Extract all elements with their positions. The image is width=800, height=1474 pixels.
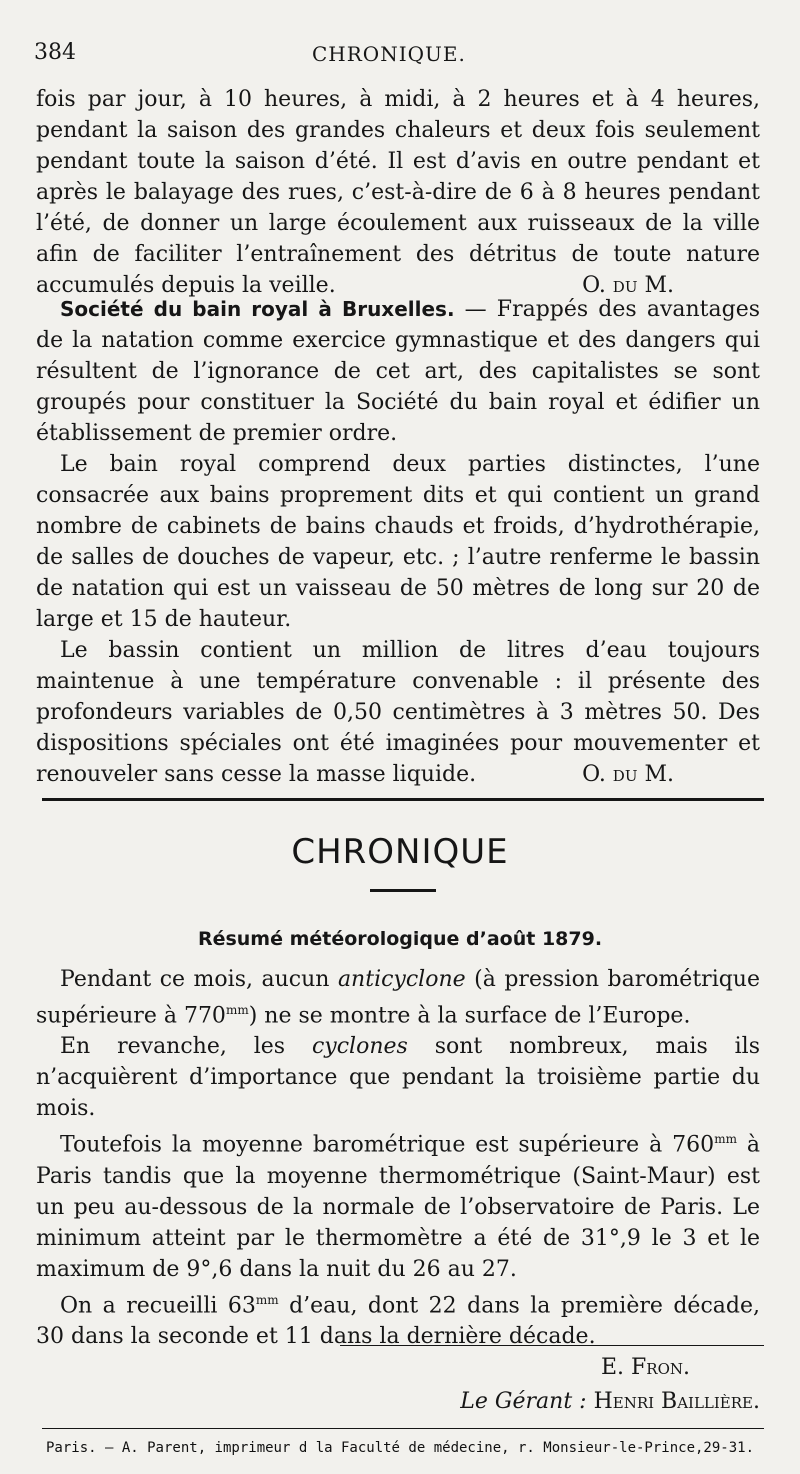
bain-royal-article — [36, 294, 760, 790]
printer-imprint: Paris. — A. Parent, imprimeur d la Faculté de médecine, r. Monsieur-le-Prince,29-31. — [45, 1440, 754, 1456]
chronique-p2-italic: cyclones — [311, 1034, 408, 1060]
chronique-p2-text-a: En revanche, les — [60, 1034, 312, 1060]
chronique-signature: E. Fron. — [600, 1354, 690, 1380]
chronique-paragraph-3 — [36, 1124, 760, 1284]
bain-royal-paragraph-2: Le bain royal comprend deux parties distinctes, l’une consacrée aux bains proprement dits et qui contient un grand nombre de cabinets de bains chauds et froids, d’hydrothérapie, de salles de douches de vapeur, etc. ; l’autre renferme le bassin de natation qui est un vaisseau de 50 mètres de long sur 20 de large et 15 de hauteur. — [36, 452, 760, 632]
continuation-block — [36, 84, 760, 301]
section-divider — [42, 798, 764, 801]
chronique-p4-text-b: d’eau, dont 22 dans la première décade, 30 dans la seconde et 11 dans la dernière décade. — [36, 1292, 760, 1349]
gerant-label: Le Gérant : — [460, 1389, 587, 1414]
bain-royal-heading: Société du bain royal à Bruxelles. — [60, 297, 455, 321]
bain-royal-signature: O. du M. — [582, 762, 674, 787]
resume-title: Résumé météorologique d’août 1879. — [197, 928, 603, 950]
chronique-paragraph-4 — [36, 1285, 760, 1352]
gerant-divider — [340, 1345, 764, 1346]
chronique-p3-text-b: à Paris tandis que la moyenne thermométrique (Saint-Maur) est un peu au-dessous de la normale de l’observatoire de Paris. Le minimum atteint par le thermomètre a été de 31°,9 le 3 et le maximum de 9°,6 dans la nuit du 26 au 27. — [36, 1132, 761, 1282]
chronique-p1-text-a: Pendant ce mois, aucun — [60, 967, 338, 992]
bain-royal-p1-text: — Frappés des avantages de la natation comme exercice gymnastique et des dangers qui résultent de l’ignorance de cet art, des capitalistes se sont groupés pour constituer la Société du bain royal et édifier un établissement de premier ordre. — [36, 297, 761, 446]
section-title: CHRONIQUE — [291, 832, 509, 872]
chronique-article — [36, 964, 760, 1383]
gerant-name: Henri Baillière. — [593, 1389, 760, 1414]
page-number: 384 — [34, 40, 76, 65]
chronique-p1-text-c: ) ne se montre à la surface de l’Europe. — [248, 1003, 691, 1029]
continuation-signature: O. du M. — [582, 273, 674, 298]
chronique-p3-text-a: Toutefois la moyenne barométrique est supérieure à 760 — [60, 1132, 715, 1158]
chronique-p1-text-b: (à pression barométrique supérieure à 770 — [36, 967, 760, 1029]
continuation-paragraph: fois par jour, à 10 heures, à midi, à 2 heures et à 4 heures, pendant la saison des grandes chaleurs et deux fois seulement pendant toute la saison d’été. Il est d’avis en outre pendant et après le balayage des rues, c’est-à-dire de 6 à 8 heures pendant l’été, de donner un large écoulement aux ruisseaux de la ville afin de faciliter l’entraînement des détritus de toute nature accumulés depuis la veille. — [36, 87, 760, 298]
running-head: CHRONIQUE. — [312, 42, 466, 66]
bain-royal-paragraph-1 — [36, 294, 760, 449]
chronique-p1-italic: anticyclone — [337, 967, 466, 992]
section-title-underline — [370, 889, 436, 892]
footer-divider — [42, 1428, 764, 1429]
gerant-line — [36, 1389, 760, 1414]
chronique-p4-unit: mm — [255, 1292, 279, 1307]
chronique-paragraph-1 — [36, 964, 760, 1031]
chronique-paragraph-2 — [36, 1031, 760, 1124]
chronique-p4-text-a: On a recueilli 63 — [60, 1292, 256, 1318]
chronique-p1-unit: mm — [225, 1003, 249, 1017]
chronique-p3-unit: mm — [714, 1132, 737, 1147]
bain-royal-paragraph-3: Le bassin contient un million de litres d’eau toujours maintenue à une température convenable : il présente des profondeurs variables de 0,50 centimètres à 3 mètres 50. Des dispositions spéciales ont été imaginées pour mouvementer et renouveler sans cesse la masse liquide. — [36, 638, 760, 787]
page-header — [34, 40, 764, 74]
chronique-p2-text-b: sont nombreux, mais ils n’acquièrent d’importance que pendant la troisième partie du mois. — [36, 1034, 760, 1122]
